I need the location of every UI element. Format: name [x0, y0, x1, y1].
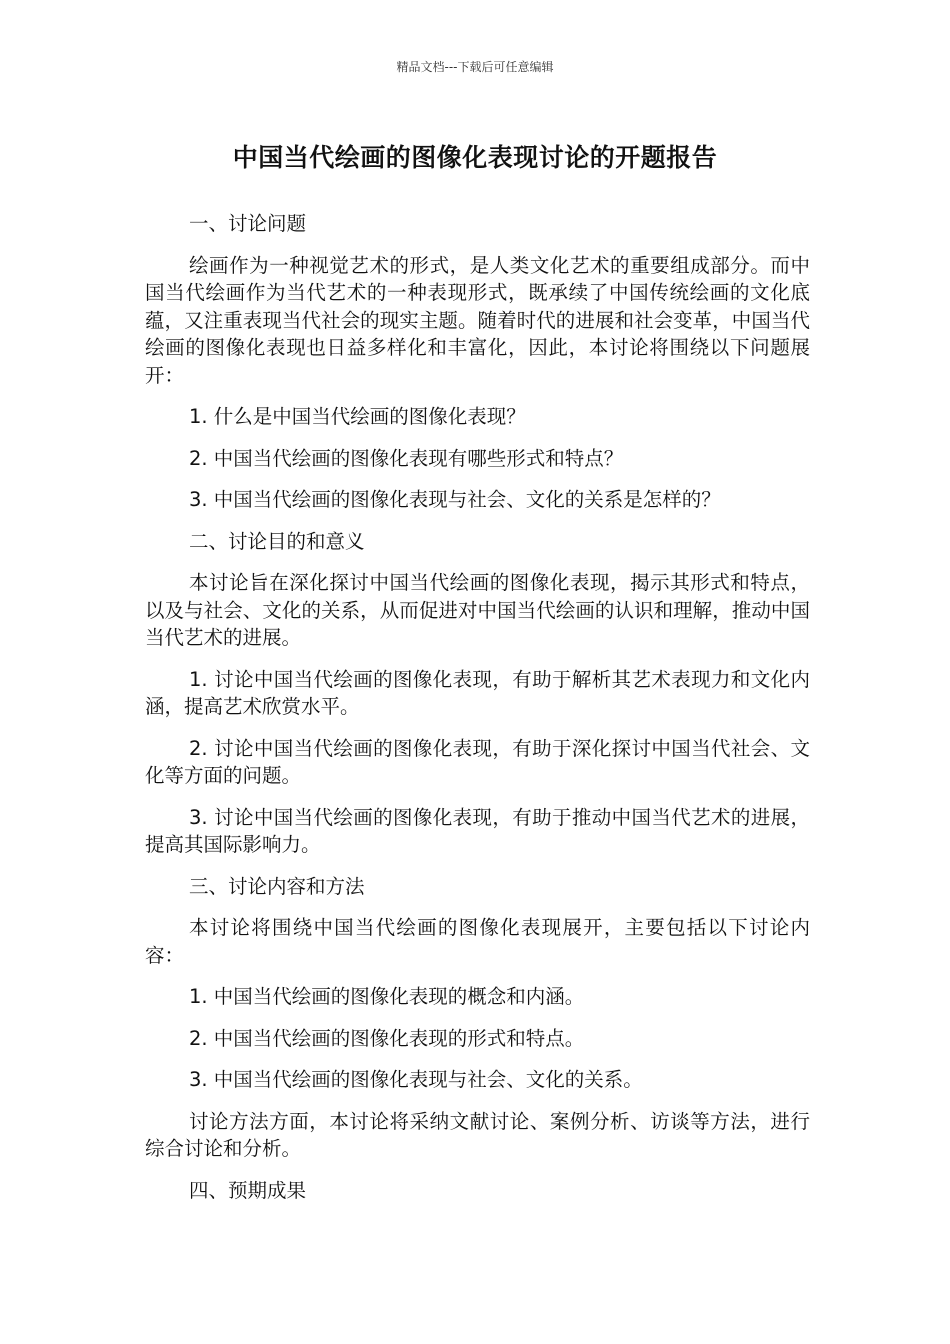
paragraph-purpose: 本讨论旨在深化探讨中国当代绘画的图像化表现，揭示其形式和特点，以及与社会、文化的关系，从而促进对中国当代绘画的认识和理解，推动中国当代艺术的进展。 [145, 571, 810, 649]
list-item-question-1: 1. 什么是中国当代绘画的图像化表现？ [189, 405, 526, 428]
list-item-purpose-1: 1. 讨论中国当代绘画的图像化表现，有助于解析其艺术表现力和文化内涵，提高艺术欣赏水平。 [145, 667, 810, 718]
section-heading-expected-results: 四、预期成果 [189, 1178, 307, 1202]
document-title: 中国当代绘画的图像化表现讨论的开题报告 [232, 143, 718, 172]
paragraph-methods: 讨论方法方面，本讨论将采纳文献讨论、案例分析、访谈等方法，进行综合讨论和分析。 [145, 1109, 810, 1160]
section-heading-purpose: 二、讨论目的和意义 [189, 529, 365, 553]
list-item-question-3: 3. 中国当代绘画的图像化表现与社会、文化的关系是怎样的？ [189, 488, 721, 511]
paragraph-intro: 绘画作为一种视觉艺术的形式，是人类文化艺术的重要组成部分。而中国当代绘画作为当代艺术的一种表现形式，既承续了中国传统绘画的文化底蕴，又注重表现当代社会的现实主题。随着时代的进展和社会变革，中国当代绘画的图像化表现也日益多样化和丰富化，因此，本讨论将围绕以下问题展开： [145, 253, 810, 387]
list-item-question-2: 2. 中国当代绘画的图像化表现有哪些形式和特点？ [189, 446, 624, 470]
section-heading-content-methods: 三、讨论内容和方法 [189, 874, 365, 898]
list-item-purpose-2: 2. 讨论中国当代绘画的图像化表现，有助于深化探讨中国当代社会、文化等方面的问题。 [145, 736, 810, 787]
section-heading-research-questions: 一、讨论问题 [189, 212, 307, 235]
document-body [145, 210, 810, 1218]
paragraph-content: 本讨论将围绕中国当代绘画的图像化表现展开，主要包括以下讨论内容： [145, 916, 810, 967]
list-item-purpose-3: 3. 讨论中国当代绘画的图像化表现，有助于推动中国当代艺术的进展，提高其国际影响力。 [145, 805, 810, 856]
header-note: 精品文档---下载后可任意编辑 [396, 60, 554, 74]
list-item-content-3: 3. 中国当代绘画的图像化表现与社会、文化的关系。 [189, 1068, 643, 1091]
list-item-content-1: 1. 中国当代绘画的图像化表现的概念和内涵。 [189, 985, 585, 1008]
list-item-content-2: 2. 中国当代绘画的图像化表现的形式和特点。 [189, 1026, 585, 1050]
